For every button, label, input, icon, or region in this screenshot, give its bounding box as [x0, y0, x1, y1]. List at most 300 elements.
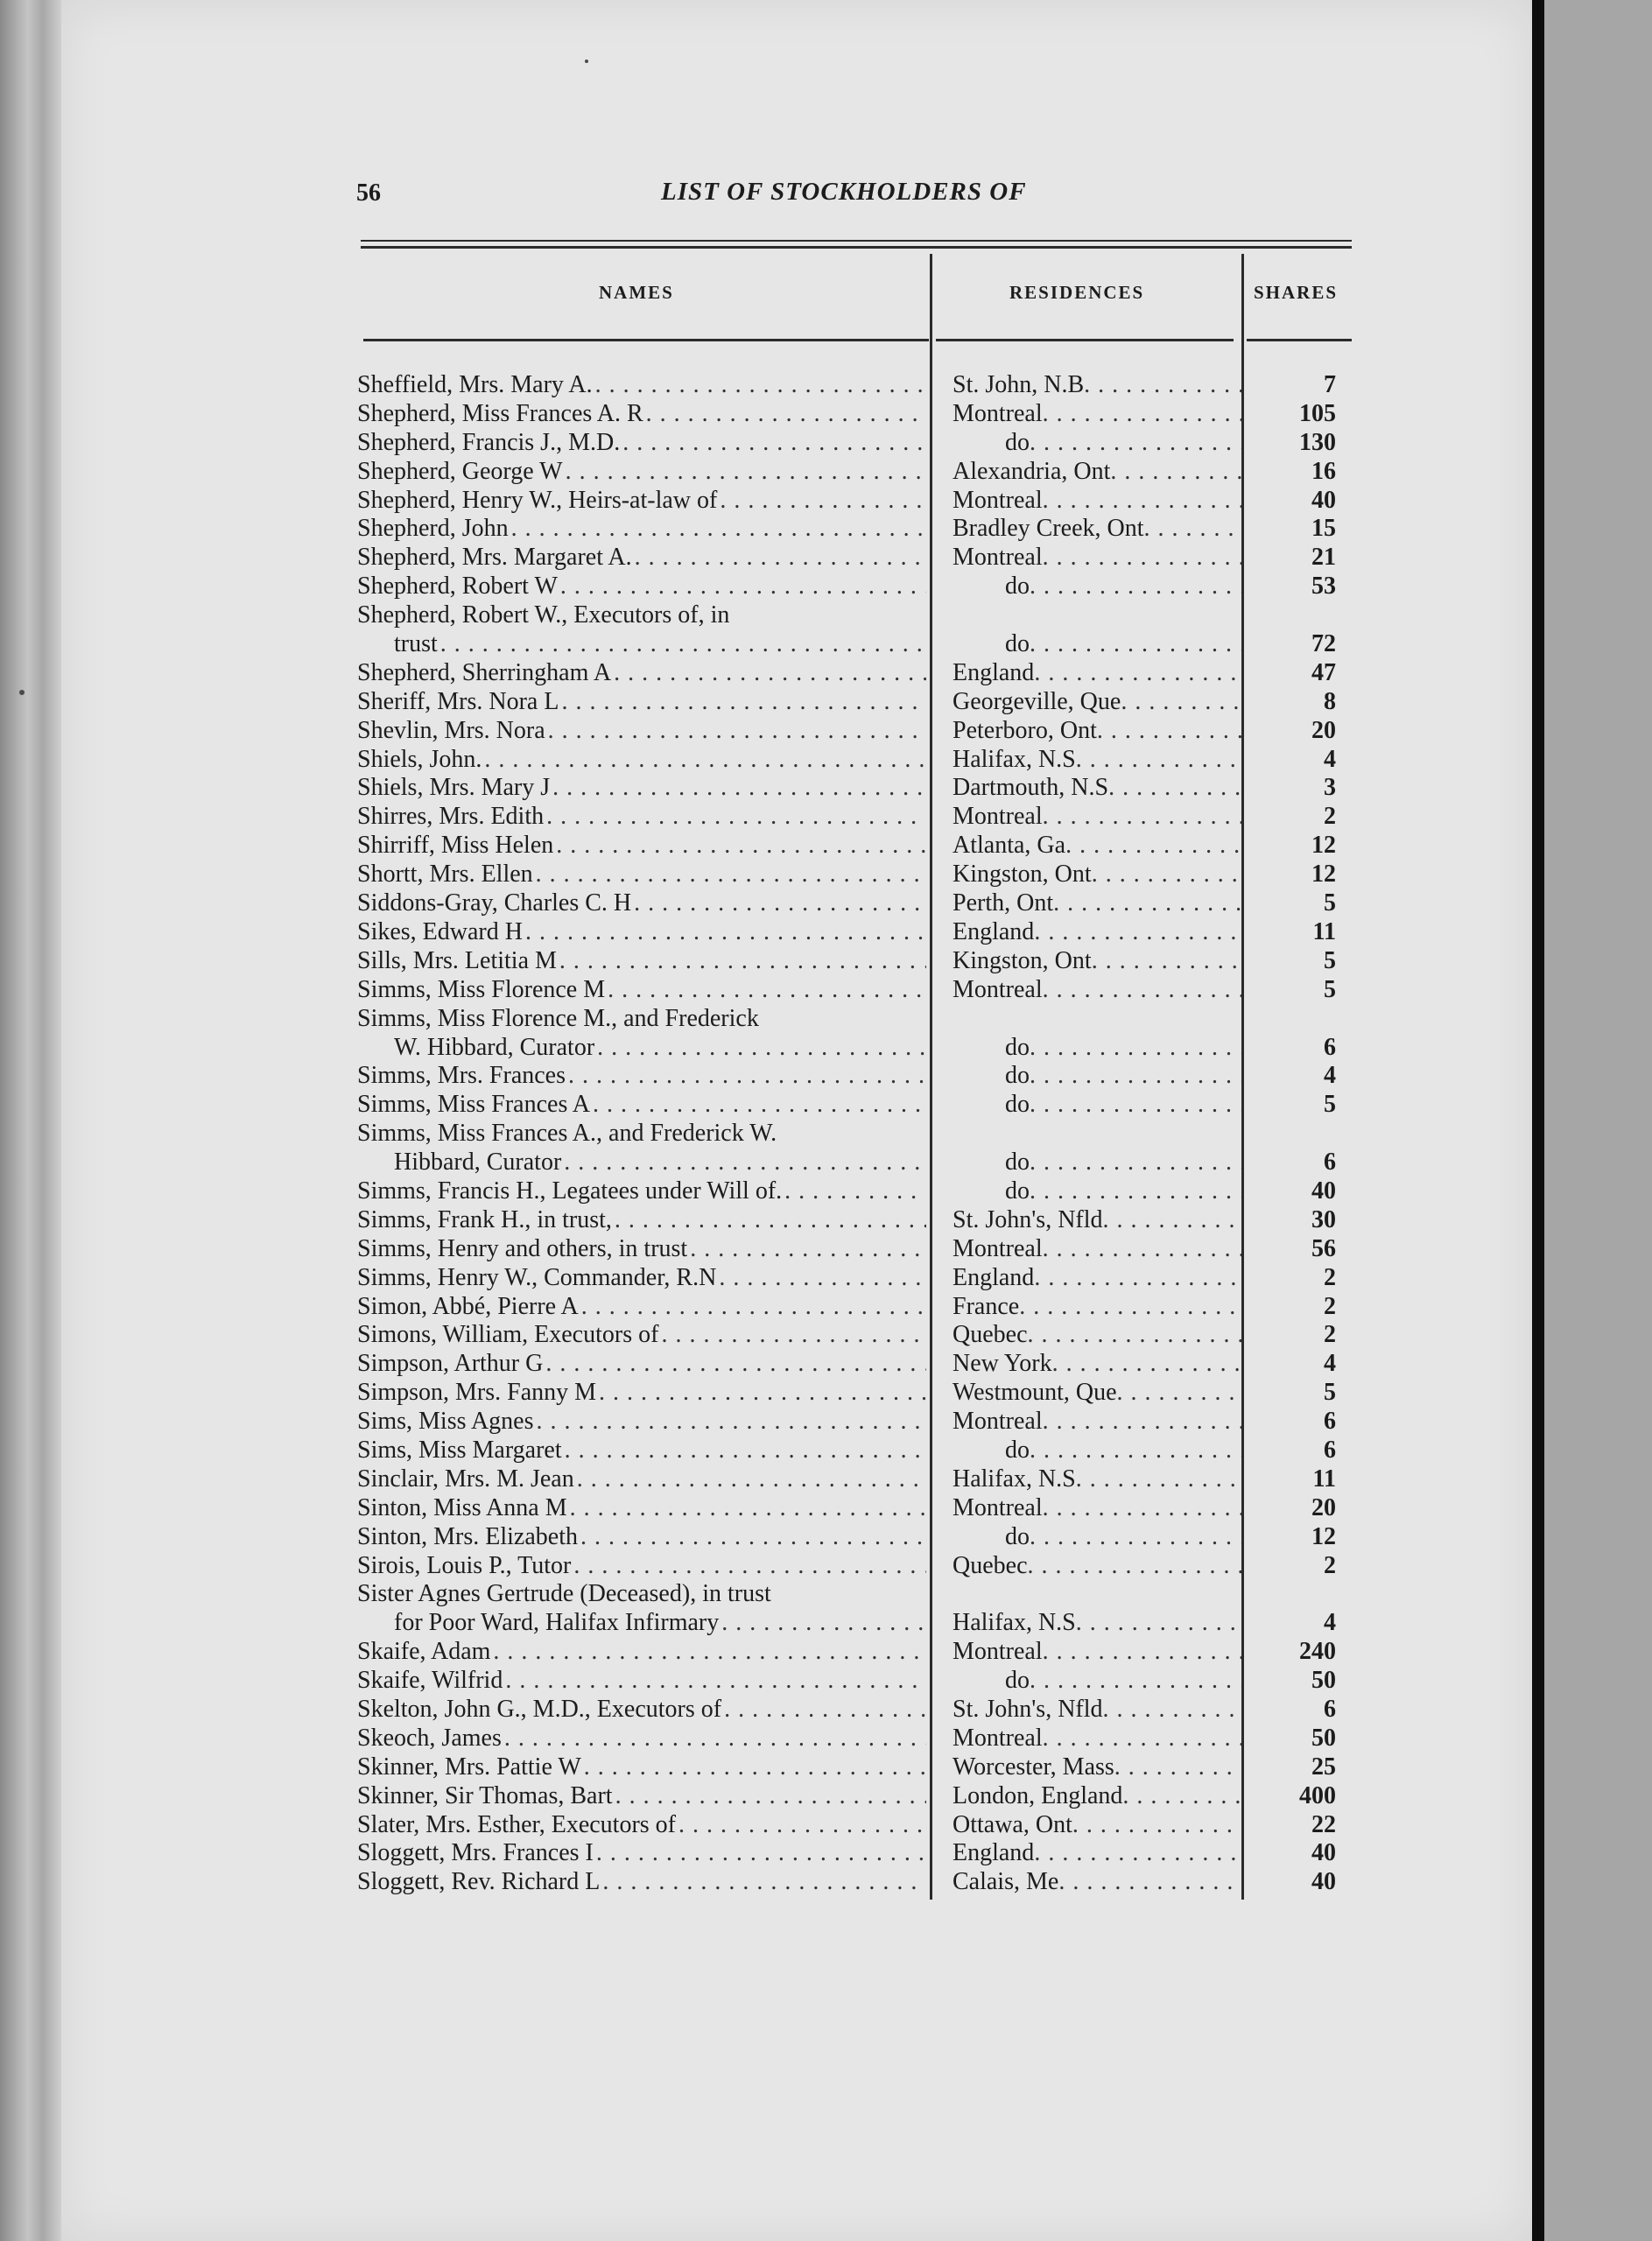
stockholder-name-cell	[357, 1839, 926, 1868]
stockholder-name: Skaife, Wilfrid	[357, 1667, 505, 1694]
residence: do	[1005, 1033, 1030, 1061]
residence: do	[1005, 428, 1030, 456]
residence-cell	[953, 1782, 1241, 1811]
stockholder-name-cell	[357, 400, 926, 429]
residence: Halifax, N.S	[953, 745, 1076, 773]
table-row	[357, 1350, 1343, 1379]
residence-cell	[953, 947, 1241, 976]
shares-count: 25	[1311, 1753, 1336, 1781]
residence: Dartmouth, N.S	[953, 774, 1109, 802]
stockholder-name-cell	[357, 1494, 926, 1523]
table-row	[357, 889, 1343, 918]
stockholder-name-cell	[357, 688, 926, 717]
stockholder-name-cell	[357, 918, 926, 947]
stockholder-name: Slater, Mrs. Esther, Executors of	[357, 1811, 678, 1838]
residence: do	[1005, 573, 1030, 601]
stockholder-name: Simms, Mrs. Frances	[357, 1062, 568, 1089]
stockholder-name-cell	[357, 1206, 926, 1235]
shares-count: 16	[1311, 457, 1336, 485]
residence-cell	[953, 1437, 1241, 1465]
stockholder-name-cell	[357, 1091, 926, 1120]
header-underline	[936, 339, 1234, 341]
stockholder-name: Shepherd, Francis J., M.D.	[357, 429, 622, 456]
residence: New York	[953, 1350, 1052, 1378]
stockholder-name-cell	[357, 1753, 926, 1782]
residence: Montreal	[953, 1234, 1043, 1262]
residence-cell	[953, 688, 1241, 717]
table-row	[357, 1005, 1343, 1063]
stockholder-name-cell	[357, 1667, 926, 1696]
stockholder-name-cell	[357, 774, 926, 803]
residence-cell	[953, 1753, 1241, 1782]
shares-count: 4	[1324, 1609, 1336, 1637]
stockholder-name-cell	[357, 1264, 926, 1293]
shares-count: 12	[1311, 1522, 1336, 1550]
table-row	[357, 976, 1343, 1005]
stockholder-name: Sims, Miss Agnes	[357, 1408, 537, 1435]
stockholder-name: Sills, Mrs. Letitia M	[357, 947, 559, 974]
residence: Quebec	[953, 1551, 1028, 1579]
residence: do	[1005, 1177, 1030, 1205]
residence-cell	[953, 1149, 1241, 1177]
table-row	[357, 1811, 1343, 1840]
stockholder-name-cell	[357, 1408, 926, 1437]
stockholder-name-cell	[357, 1696, 926, 1725]
stockholder-name-cell	[357, 947, 926, 976]
shares-count: 2	[1324, 803, 1336, 831]
stockholder-name-cell	[357, 889, 926, 918]
shares-count: 2	[1324, 1321, 1336, 1349]
column-header-names: NAMES	[599, 282, 674, 303]
table-row	[357, 544, 1343, 573]
residence-cell	[953, 573, 1241, 601]
shares-count: 3	[1324, 774, 1336, 802]
residence-cell	[953, 1091, 1241, 1120]
scan-speck	[585, 60, 588, 63]
stockholder-name-cell	[357, 1120, 926, 1177]
shares-count: 5	[1324, 946, 1336, 974]
stockholder-name-cell	[357, 1580, 926, 1638]
residence: Montreal	[953, 486, 1043, 514]
residence-cell	[953, 1638, 1241, 1667]
shares-count: 2	[1324, 1292, 1336, 1320]
page-edge-border	[1532, 0, 1544, 2241]
table-row	[357, 803, 1343, 832]
residence: Atlanta, Ga	[953, 832, 1066, 860]
shares-count: 400	[1299, 1781, 1336, 1809]
table-row	[357, 1091, 1343, 1120]
stockholder-name-cell	[357, 1523, 926, 1552]
shares-count: 5	[1324, 975, 1336, 1003]
residence: Georgeville, Que	[953, 687, 1121, 715]
shares-count: 4	[1324, 1350, 1336, 1378]
residence-cell	[953, 1350, 1241, 1379]
stockholder-name-cell	[357, 1465, 926, 1494]
shares-count: 5	[1324, 1379, 1336, 1407]
stockholder-name: Sinton, Mrs. Elizabeth	[357, 1523, 580, 1550]
residence: England	[953, 1263, 1035, 1291]
stockholder-name-cell	[357, 1552, 926, 1581]
shares-count: 7	[1324, 371, 1336, 398]
stockholder-name: Simms, Miss Frances A., and Frederick W.	[357, 1120, 779, 1147]
residence-cell	[953, 659, 1241, 688]
residence: do	[1005, 1149, 1030, 1177]
stockholder-name-cell	[357, 487, 926, 516]
stockholder-name: Shirriff, Miss Helen	[357, 832, 556, 859]
residence-cell	[953, 746, 1241, 775]
residence-cell	[953, 1465, 1241, 1494]
stockholder-name: Simms, Henry W., Commander, R.N	[357, 1264, 719, 1291]
table-row	[357, 1839, 1343, 1868]
residence-cell	[953, 630, 1241, 659]
stockholder-name-cell	[357, 1235, 926, 1264]
stockholder-name: Shepherd, Henry W., Heirs-at-law of	[357, 487, 720, 514]
table-row	[357, 573, 1343, 601]
table-row	[357, 832, 1343, 861]
residence: do	[1005, 1522, 1030, 1550]
residence: Montreal	[953, 1638, 1043, 1666]
stockholder-name-cell	[357, 1437, 926, 1465]
stockholder-name-cell	[357, 746, 926, 775]
residence: Montreal	[953, 544, 1043, 572]
shares-count: 72	[1311, 630, 1336, 658]
residence: do	[1005, 1437, 1030, 1464]
stockholder-name: Shepherd, Mrs. Margaret A.	[357, 544, 635, 571]
table-row	[357, 947, 1343, 976]
scan-speck	[19, 690, 25, 695]
table-row	[357, 1465, 1343, 1494]
residence: do	[1005, 1667, 1030, 1695]
table-row	[357, 1753, 1343, 1782]
stockholder-name: Shortt, Mrs. Ellen	[357, 861, 536, 888]
residence: Montreal	[953, 975, 1043, 1003]
shares-count: 11	[1312, 1465, 1336, 1493]
table-row	[357, 400, 1343, 429]
residence: Calais, Me	[953, 1868, 1059, 1896]
residence: St. John's, Nfld	[953, 1205, 1103, 1233]
table-row	[357, 1782, 1343, 1811]
stockholder-name-cell	[357, 1868, 926, 1897]
table-row	[357, 1667, 1343, 1696]
stockholder-name-cell	[357, 1811, 926, 1840]
stockholder-name: Skeoch, James	[357, 1725, 504, 1752]
table-row	[357, 371, 1343, 400]
residence-cell	[953, 774, 1241, 803]
residence-cell	[953, 1408, 1241, 1437]
stockholder-name-continuation: for Poor Ward, Halifax Infirmary	[394, 1609, 721, 1636]
residence-cell	[953, 1321, 1241, 1350]
residence: England	[953, 658, 1035, 686]
residence: Bradley Creek, Ont	[953, 515, 1144, 543]
table-row	[357, 1293, 1343, 1322]
table-row	[357, 1408, 1343, 1437]
shares-count: 21	[1311, 544, 1336, 572]
shares-count: 40	[1311, 1839, 1336, 1867]
table-row	[357, 1638, 1343, 1667]
residence-cell	[953, 1609, 1241, 1638]
stockholder-name-cell	[357, 429, 926, 458]
stockholder-name: Simms, Miss Florence M	[357, 976, 608, 1003]
residence: England	[953, 917, 1035, 945]
table-row	[357, 429, 1343, 458]
residence: Worcester, Mass	[953, 1753, 1114, 1781]
table-row	[357, 1177, 1343, 1206]
residence-cell	[953, 1379, 1241, 1408]
shares-count: 40	[1311, 1868, 1336, 1896]
stockholder-name: Skinner, Mrs. Pattie W	[357, 1753, 584, 1781]
shares-count: 50	[1311, 1724, 1336, 1752]
stockholder-name: Sims, Miss Margaret	[357, 1437, 565, 1464]
table-row	[357, 1437, 1343, 1465]
stockholder-name-cell	[357, 1177, 926, 1206]
shares-count: 20	[1311, 716, 1336, 744]
shares-count: 40	[1311, 1177, 1336, 1205]
table-row	[357, 774, 1343, 803]
stockholder-name: Sikes, Edward H	[357, 918, 525, 945]
shares-count: 240	[1299, 1638, 1336, 1666]
stockholder-name-cell	[357, 601, 926, 659]
shares-count: 4	[1324, 1062, 1336, 1090]
residence: Kingston, Ont	[953, 861, 1092, 889]
stockholder-name: Shevlin, Mrs. Nora	[357, 717, 548, 744]
residence: Halifax, N.S	[953, 1465, 1076, 1493]
residence-cell	[953, 515, 1241, 544]
shares-count: 50	[1311, 1667, 1336, 1695]
residence: Halifax, N.S	[953, 1609, 1076, 1637]
stockholder-name: Shepherd, George W	[357, 458, 566, 485]
residence-cell	[953, 1523, 1241, 1552]
table-row	[357, 487, 1343, 516]
residence-cell	[953, 1552, 1241, 1581]
table-row	[357, 918, 1343, 947]
table-row	[357, 1379, 1343, 1408]
shares-count: 5	[1324, 889, 1336, 917]
residence-cell	[953, 458, 1241, 487]
column-header-residences: RESIDENCES	[1009, 282, 1145, 303]
stockholder-name: Simms, Miss Frances A	[357, 1091, 593, 1118]
shares-count: 8	[1324, 687, 1336, 715]
residence-cell	[953, 1293, 1241, 1322]
residence-cell	[953, 717, 1241, 746]
shares-count: 12	[1311, 832, 1336, 860]
residence: St. John, N.B	[953, 371, 1085, 398]
table-row	[357, 659, 1343, 688]
column-header-shares: SHARES	[1254, 282, 1339, 303]
shares-count: 6	[1324, 1033, 1336, 1061]
shares-count: 56	[1311, 1234, 1336, 1262]
stockholder-name: Shirres, Mrs. Edith	[357, 803, 546, 830]
residence-cell	[953, 1034, 1241, 1063]
stockholder-name-cell	[357, 371, 926, 400]
stockholder-name: Simms, Henry and others, in trust	[357, 1235, 690, 1262]
stockholder-name-cell	[357, 1782, 926, 1811]
header-underline	[1247, 339, 1352, 341]
residence-cell	[953, 1868, 1241, 1897]
residence: Kingston, Ont	[953, 946, 1092, 974]
stockholder-name-cell	[357, 1293, 926, 1322]
residence: do	[1005, 1062, 1030, 1090]
stockholder-name: Sister Agnes Gertrude (Deceased), in trust	[357, 1580, 774, 1607]
residence-cell	[953, 1177, 1241, 1206]
table-row	[357, 1120, 1343, 1177]
residence: Montreal	[953, 1493, 1043, 1521]
residence-cell	[953, 889, 1241, 918]
stockholders-table	[357, 371, 1343, 1897]
shares-count: 6	[1324, 1696, 1336, 1724]
stockholder-name-cell	[357, 458, 926, 487]
residence-cell	[953, 1696, 1241, 1725]
table-row	[357, 1321, 1343, 1350]
residence-cell	[953, 1839, 1241, 1868]
stockholder-name: Sheriff, Mrs. Nora L	[357, 688, 561, 715]
stockholder-name: Shiels, John.	[357, 746, 484, 773]
shares-count: 2	[1324, 1263, 1336, 1291]
residence: London, England	[953, 1781, 1123, 1809]
shares-count: 6	[1324, 1408, 1336, 1436]
shares-count: 30	[1311, 1205, 1336, 1233]
shares-count: 6	[1324, 1437, 1336, 1464]
stockholder-name: Skelton, John G., M.D., Executors of	[357, 1696, 724, 1723]
stockholder-name: Siddons-Gray, Charles C. H	[357, 889, 634, 917]
residence: do	[1005, 630, 1030, 658]
residence: Quebec	[953, 1321, 1028, 1349]
table-row	[357, 1494, 1343, 1523]
residence: Ottawa, Ont	[953, 1810, 1072, 1838]
shares-count: 15	[1311, 515, 1336, 543]
table-row	[357, 746, 1343, 775]
stockholder-name: Shepherd, Robert W., Executors of, in	[357, 601, 732, 629]
stockholder-name: Sinton, Miss Anna M	[357, 1494, 570, 1521]
residence-cell	[953, 544, 1241, 573]
residence: Alexandria, Ont	[953, 457, 1111, 485]
table-row	[357, 1206, 1343, 1235]
shares-count: 5	[1324, 1091, 1336, 1119]
residence-cell	[953, 1206, 1241, 1235]
table-row	[357, 1523, 1343, 1552]
residence-cell	[953, 1264, 1241, 1293]
stockholder-name-continuation: W. Hibbard, Curator	[394, 1034, 597, 1061]
residence-cell	[953, 1667, 1241, 1696]
stockholder-name-cell	[357, 659, 926, 688]
residence: Montreal	[953, 803, 1043, 831]
table-row	[357, 1580, 1343, 1638]
stockholder-name: Shepherd, Miss Frances A. R	[357, 400, 646, 427]
book-binding-edge	[0, 0, 61, 2241]
shares-count: 2	[1324, 1551, 1336, 1579]
shares-count: 4	[1324, 745, 1336, 773]
residence-cell	[953, 429, 1241, 458]
shares-count: 22	[1311, 1810, 1336, 1838]
residence-cell	[953, 1494, 1241, 1523]
residence-cell	[953, 832, 1241, 861]
table-row	[357, 688, 1343, 717]
stockholder-name: Sirois, Louis P., Tutor	[357, 1552, 573, 1579]
table-row	[357, 1868, 1343, 1897]
residence-cell	[953, 371, 1241, 400]
stockholder-name: Sloggett, Mrs. Frances I	[357, 1839, 596, 1866]
stockholder-name-continuation: trust	[394, 630, 440, 657]
stockholder-name: Simms, Francis H., Legatees under Will of.	[357, 1177, 784, 1205]
table-row	[357, 1552, 1343, 1581]
stockholder-name-cell	[357, 717, 926, 746]
stockholder-name: Sloggett, Rev. Richard L	[357, 1868, 602, 1895]
top-rule-double	[361, 246, 1352, 249]
shares-count: 130	[1299, 428, 1336, 456]
stockholder-name: Skinner, Sir Thomas, Bart	[357, 1782, 615, 1809]
shares-count: 53	[1311, 573, 1336, 601]
shares-count: 12	[1311, 861, 1336, 889]
residence: Montreal	[953, 1724, 1043, 1752]
residence: Peterboro, Ont	[953, 716, 1097, 744]
residence-cell	[953, 1725, 1241, 1753]
residence-cell	[953, 861, 1241, 889]
shares-count: 20	[1311, 1493, 1336, 1521]
stockholder-name-continuation: Hibbard, Curator	[394, 1149, 564, 1176]
stockholder-name: Sheffield, Mrs. Mary A.	[357, 371, 595, 398]
stockholder-name-cell	[357, 515, 926, 544]
stockholder-name-cell	[357, 1005, 926, 1063]
stockholder-name-cell	[357, 544, 926, 573]
stockholder-name: Simons, William, Executors of	[357, 1321, 661, 1348]
stockholder-name-cell	[357, 1379, 926, 1408]
scan-margin	[1544, 0, 1652, 2241]
table-row	[357, 1062, 1343, 1091]
running-title: LIST OF STOCKHOLDERS OF	[661, 178, 1027, 206]
residence: Montreal	[953, 1408, 1043, 1436]
shares-count: 47	[1311, 658, 1336, 686]
stockholder-name-cell	[357, 1725, 926, 1753]
stockholder-name-cell	[357, 1321, 926, 1350]
table-row	[357, 458, 1343, 487]
residence-cell	[953, 803, 1241, 832]
residence-cell	[953, 918, 1241, 947]
header-underline	[363, 339, 929, 341]
residence-cell	[953, 976, 1241, 1005]
stockholder-name: Shepherd, John	[357, 515, 511, 542]
residence-cell	[953, 400, 1241, 429]
stockholder-name-cell	[357, 1638, 926, 1667]
stockholder-name-cell	[357, 1062, 926, 1091]
stockholder-name: Simpson, Mrs. Fanny M	[357, 1379, 599, 1406]
stockholder-name: Shepherd, Robert W	[357, 573, 560, 600]
residence-cell	[953, 1811, 1241, 1840]
residence: Westmount, Que	[953, 1379, 1117, 1407]
shares-count: 6	[1324, 1149, 1336, 1177]
residence: do	[1005, 1091, 1030, 1119]
table-row	[357, 515, 1343, 544]
stockholder-name-cell	[357, 573, 926, 601]
table-row	[357, 601, 1343, 659]
page-number: 56	[356, 179, 381, 207]
stockholder-name: Shepherd, Sherringham A	[357, 659, 614, 686]
residence: Perth, Ont	[953, 889, 1054, 917]
residence: France	[953, 1292, 1020, 1320]
stockholder-name-cell	[357, 861, 926, 889]
stockholder-name-cell	[357, 976, 926, 1005]
residence: Montreal	[953, 399, 1043, 427]
stockholder-name: Shiels, Mrs. Mary J	[357, 774, 552, 801]
stockholder-name-cell	[357, 832, 926, 861]
table-row	[357, 1696, 1343, 1725]
table-row	[357, 717, 1343, 746]
stockholder-name: Simpson, Arthur G	[357, 1350, 545, 1377]
residence-cell	[953, 1062, 1241, 1091]
stockholder-name: Skaife, Adam	[357, 1638, 493, 1665]
stockholder-name: Simms, Miss Florence M., and Frederick	[357, 1005, 762, 1032]
shares-count: 11	[1312, 917, 1336, 945]
shares-count: 105	[1299, 399, 1336, 427]
residence-cell	[953, 1235, 1241, 1264]
